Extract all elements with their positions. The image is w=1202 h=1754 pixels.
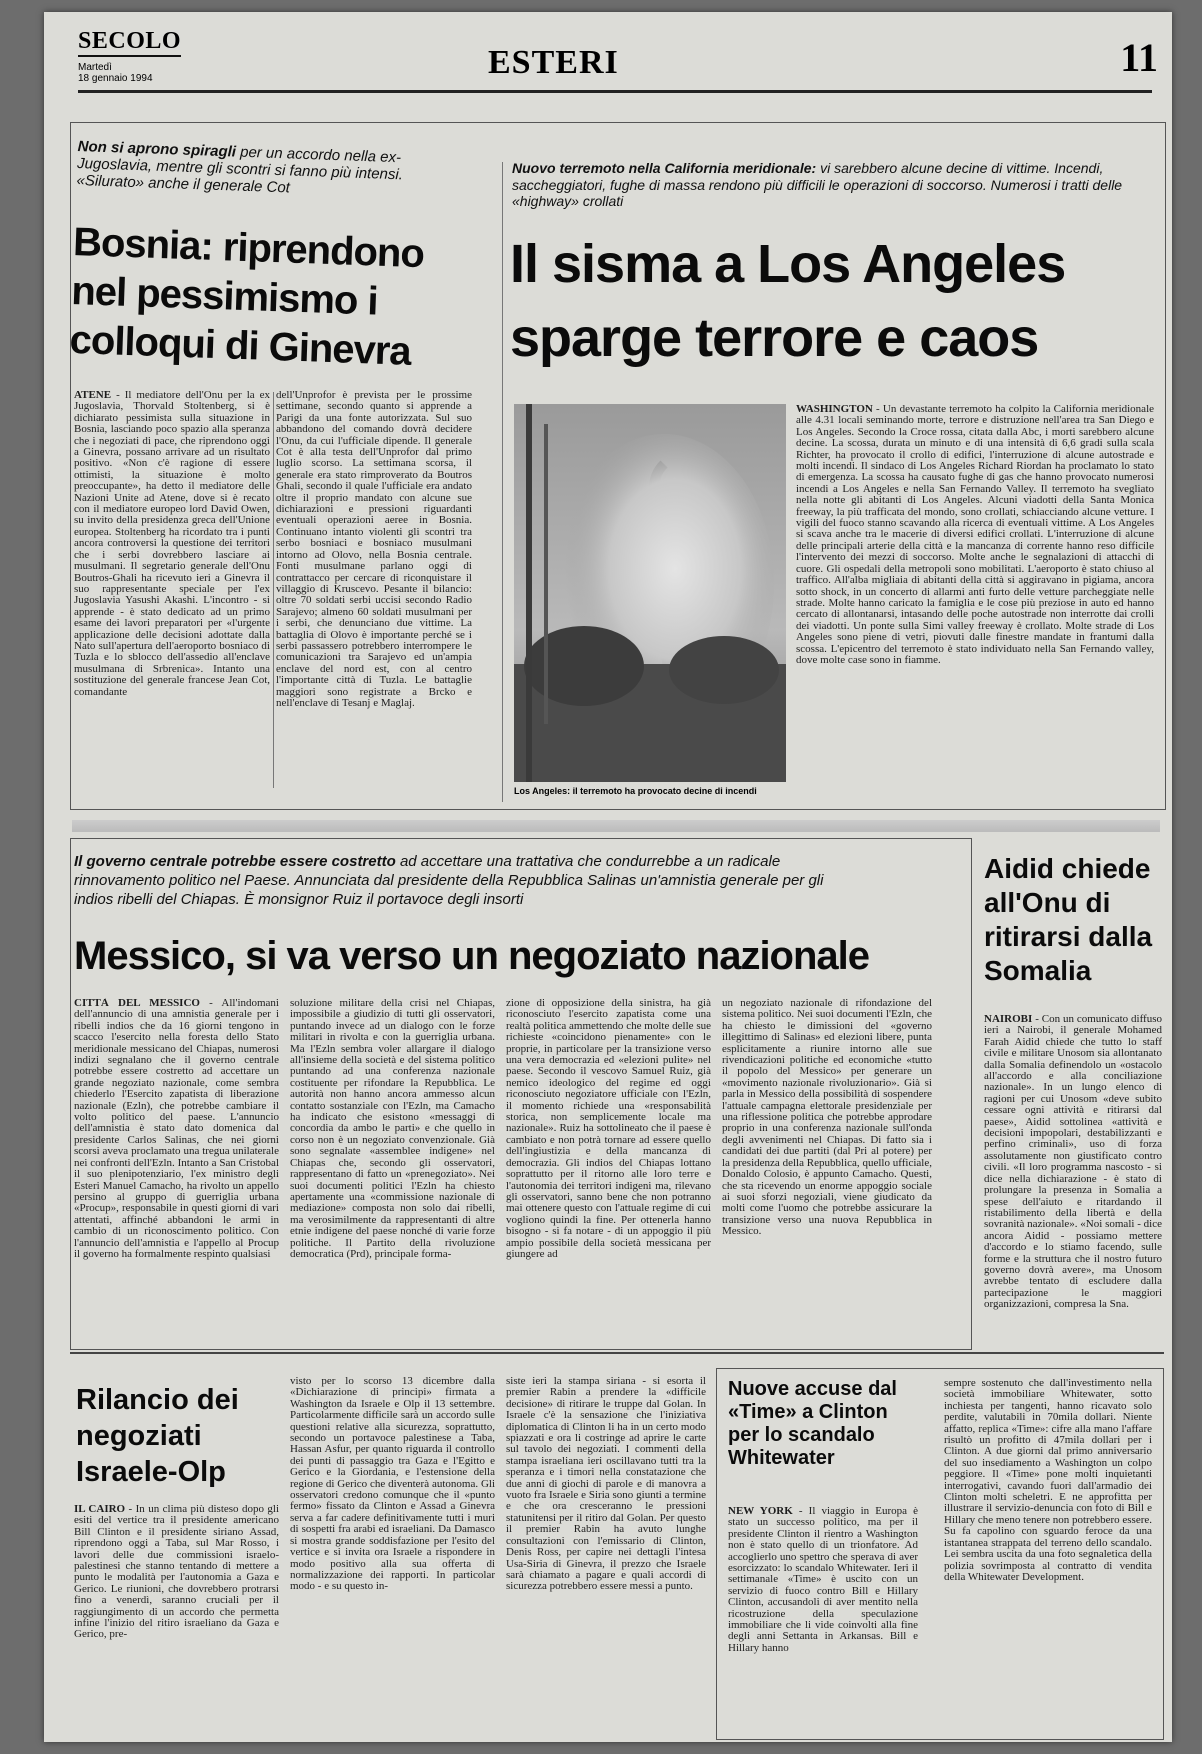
bottom-section-rule	[70, 1352, 1164, 1354]
israele-dateline: IL CAIRO	[74, 1504, 126, 1515]
bosnia-column-divider	[273, 392, 274, 788]
messico-dateline: CITTÀ DEL MESSICO	[74, 998, 200, 1009]
israele-column-1	[74, 1504, 279, 1736]
separator-band	[72, 820, 1160, 832]
messico-text-4: un negoziato nazionale di rifondazione del sistema politico. Nei suoi documenti l'Ezln, che ha chiesto le dimissioni del «governo illegittimo di Salinas» ed elezioni libere, punta esplicitamente a riunire intorno alle sue rivendicazioni politiche ed economiche «tutto il popolo del Messico» per generare un «movimento nazionale rivoluzionario». Già si parla in Messico della possibilità di sospendere l'attuale campagna elettorale presidenziale per una riflessione politica che potrebbe approdare proprio in una conferenza nazionale sull'onda degli avvenimenti nel Chiapas. Di fatto sia i candidati dei due partiti (dal Pri al potere) per la presidenza della Repubblica, quello ufficiale, Donaldo Colosio, è appunto Camacho. Questi, che sta ricevendo un enorme appoggio sociale ai suoi sforzi negoziali, viene giudicato da molti come l'uomo che potrebbe assicurare la transizione verso una nuova Repubblica in Messico.	[722, 998, 932, 1238]
photo-caption: Los Angeles: il terremoto ha provocato decine di incendi	[514, 786, 757, 796]
clinton-text-1: - Il viaggio in Europa è stato un successo politico, ma per il presidente Clinton il rientro a Washington non è stato quello di un trionfatore. Ad accoglierlo uno spettro che sperava di aver esorcizzato: lo scandalo Whitewater. Ieri il settimanale «Time» è uscito con un servizio di fuoco contro Bill e Hillary Clinton, accusandoli di aver mentito nella ricostruzione della speculazione immobiliare che li vide coinvolti alla fine degli anni Settanta in Arkansas. Bill e Hillary hanno	[728, 1506, 918, 1654]
masthead	[78, 26, 1158, 88]
israele-text-3: siste ieri la stampa siriana - si esorta il premier Rabin a prendere la «difficile decisione» di ritirare le truppe dal Golan. In Israele c'è la sensazione che l'iniziativa diplomatica di Clinton li ha in un certo modo spiazzati e ora li costringe ad aprire le carte sul tavolo dei negoziati. I commenti della stampa israeliana ieri oscillavano tutti tra la speranza e i timori nella constatazione che due anni di giochi di parole e di manovra a vuoto fra Israele e Siria sono giunti a termine e che ora cresceranno le pressioni statunitensi per il ritiro dal Golan. Per questo il premier Rabin ha avuto lunghe consultazioni con l'emissario di Clinton, Denis Ross, per capire nei dettagli l'intesa Usa-Siria di Ginevra, il prezzo che Israele sarà chiamato a pagare e quali accordi di sicurezza potrebbero essere messi a punto.	[506, 1376, 706, 1593]
la-dateline: WASHINGTON	[796, 404, 873, 415]
masthead-rule	[78, 90, 1152, 93]
aidid-headline: Aidid chiede all'Onu di ritirarsi dalla Somalia	[984, 853, 1153, 986]
messico-column-3	[506, 998, 711, 1338]
clinton-dateline: NEW YORK	[728, 1506, 793, 1517]
la-text: - Un devastante terremoto ha colpito la California meridionale alle 4.31 locali seminando morte, terrore e distruzione nell'area tra San Diego e Los Angeles. Secondo la Croce rossa, citata dalla Abc, i morti sarebbero alcune decine. La scossa, durata un minuto e di una intensità di 6,6 gradi sulla scala Richter, ha provocato il crollo di edifici, l'interruzione di alcune autostrade e molti incendi. Il sindaco di Los Angeles Richard Riordan ha proclamato lo stato di emergenza. La scossa ha causato fughe di gas che hanno provocato numerosi incendi a Los Angeles e nella San Fernando Valley. Il terremoto ha svegliato nella notte gli abitanti di Los Angeles. Alcuni viadotti della Santa Monica freeway, la più trafficata del mondo, sono crollati, schiacciando alcune vetture. I vigili del fuoco stanno scavando alla ricerca di eventuali vittime. A Los Angeles si scava anche tra le macerie di diversi edifici crollati. L'interruzione di alcune delle principali arterie della città e la mancanza di corrente hanno reso difficile l'intervento dei mezzi di soccorso. Molte anche le segnalazioni di attacchi di cuore. Gli ospedali della metropoli sono mobilitati. L'aeroporto è stato chiuso al traffico. All'alba migliaia di abitanti della città si aggiravano in pigiama, ancora sotto shock, in un concerto di allarmi anti furto delle vetture parcheggiate nelle strade. Molte hanno caricato la famiglia e le cose più preziose in auto ed hanno cercato di allontanarsi, intasando delle poche autostrade non interrotte dai crolli dei viadotti. Un ponte sulla Simi valley freeway è crollato. Molte strade di Los Angeles sono piene di vetri, piovuti dalle finestre mandate in frantumi dalla scossa. L'epicentro del terremoto è stato individuato nella San Fernando valley, dove molte case sono in fiamme.	[796, 404, 1154, 666]
messico-text-2: soluzione militare della crisi nel Chiapas, impossibile a giudizio di tutti gli osservatori, puntando invece ad un dialogo con le forze militari in rivolta e con la guerriglia urbana. Ma l'Ezln sembra voler allargare il dialogo all'insieme della società e del sistema politico puntando ad una conferenza nazionale costituente per rifondare la Repubblica. Le autorità non hanno ancora ammesso alcun contatto sostanziale con l'Ezln, ma Camacho ha indicato che esistono «messaggi di concordia da ambo le parti» e che quello in corso non è un negoziato convenzionale. Già sono segnalate «assemblee indigene» nel Chiapas che, secondo gli osservatori, rappresentano di fatto un «prenegoziato». Nei suoi documenti politici l'Ezln ha chiesto apertamente una «commissione nazionale di mediazione» composta non solo dai ribelli, ma verosimilmente da rappresentanti di altre etnie indigene del paese nonché di varie forze politiche. Il Partito della rivoluzione democratica (Prd), principale forma-	[290, 998, 495, 1260]
la-kicker-rest: vi sarebbero alcune decine di vittime. Incendi, saccheggiatori, fughe di massa rendono più difficili le operazioni di soccorso. Numerosi i tratti delle «highway» crollati	[512, 160, 1123, 209]
top-section-divider	[502, 162, 503, 802]
clinton-column-2	[944, 1378, 1152, 1734]
clinton-column-1	[728, 1506, 918, 1734]
israele-column-3	[506, 1376, 706, 1736]
aidid-text: - Con un comunicato diffuso ieri a Nairobi, il generale Mohamed Farah Aidid chiede che tutto lo staff civile e militare Unosom sia allontanato dalla Somalia definendolo un «ostacolo all'accordo e alla conciliazione nazionale». In un lungo elenco di ragioni per cui Unosom «deve subito cessare ogni attività e ritirarsi dal paese», Aidid sottolinea «attività e decisioni impopolari, destabilizzanti e perfino criminali», uso di forza assolutamente non giustificato contro civili. «Il loro programma nascosto - si dice nella dichiarazione - è stato di prolungare la presenza in Somalia a spese dell'aiuto e ritardando il ristabilimento della libertà e della sovranità nazionale». «Noi somali - dice ancora Aidid - possiamo mettere d'accordo e lo stiamo facendo, sulle forme e la struttura che il nostro futuro governo dovrà avere», ma Unosom avrebbe tentato di escludere dalla partecipazione le maggiori organizzazioni, compresa la Sna.	[984, 1014, 1162, 1311]
newspaper-page	[44, 12, 1172, 1742]
la-headline-line-1: Il sisma a Los Angeles	[510, 234, 1066, 294]
bosnia-text-1: - Il mediatore dell'Onu per la ex Jugoslavia, Thorvald Stoltenberg, si è dichiarato pessimista sulla situazione in Bosnia, lasciando poco spazio alla speranza che i negoziati di pace, che riprendono oggi a Ginevra, possano arrivare ad un risultato positivo. «Non c'è ragione di essere ottimisti, la situazione è molto preoccupante», ha detto il mediatore delle Nazioni Unite ad Atene, dove si è recato con il mediatore europeo lord David Owen, su invito della presidenza greca dell'Unione europea. Stoltenberg ha ricordato tra i punti ancora controversi la questione dei territori che i serbi dovrebbero lasciare ai musulmani. Il segretario generale dell'Onu Boutros-Ghali ha ricevuto ieri a Ginevra il suo rappresentante speciale per l'ex Jugoslavia Yasushi Akashi. L'incontro - si apprende - è stato dedicato ad un primo esame dei lavori preparatori per «l'urgente applicazione delle decisioni adottate dalla Nato sull'apertura dell'aeroporto bosniaco di Tuzla e lo sblocco dell'assedio all'enclave musulmana di Srbrenica». Intanto una sostituzione del generale francese Jean Cot, comandante	[74, 390, 270, 698]
paper-logo: SECOLO	[78, 28, 181, 57]
messico-kicker	[74, 852, 854, 909]
messico-column-2	[290, 998, 495, 1338]
messico-kicker-bold: Il governo centrale potrebbe essere costretto	[74, 853, 396, 870]
bosnia-column-1	[74, 390, 270, 790]
israele-text-2: visto per lo scorso 13 dicembre dalla «Dichiarazione di principi» firmata a Washington da Israele e Olp il 13 settembre. Particolarmente difficile sarà un accordo sulle questioni relative alla sicurezza, soprattutto, secondo un portavoce palestinese a Taba, Hassan Asfur, per quanto riguarda il controllo dei punti di passaggio tra Gaza e l'Egitto e Gerico e la Giordania, e l'estensione della regione di Gerico che diventerà autonoma. Gli osservatori credono comunque che il «punto fermo» fissato da Clinton e Assad a Ginevra serva a far cadere definitivamente tutti i muri di sospetti fra arabi ed israeliani. Da Damasco si mostra grande soddisfazione per l'esito del vertice e si invita ora Israele a rispondere in modo positivo alla sua offerta di normalizzazione dei rapporti. In particolar modo - e su questo in-	[290, 1376, 495, 1593]
la-kicker-bold: Nuovo terremoto nella California meridionale:	[512, 160, 817, 176]
issue-day: Martedì	[78, 62, 112, 73]
bosnia-kicker-rest: per un accordo nella ex-Jugoslavia, mentre gli scontri si fanno più intensi. «Silurato» anche il generale Cot	[76, 143, 404, 197]
la-kicker	[512, 160, 1152, 210]
israele-text-1: - In un clima più disteso dopo gli esiti del vertice tra il presidente americano Bill Clinton e il presidente siriano Assad, riprendono oggi a Taba, sul Mar Rosso, i lavori delle due commissioni israelo-palestinesi che stanno tentando di mettere a punto le modalità per l'autonomia a Gaza e Gerico. Le riunioni, che dovrebbero protrarsi fino a venerdì, saranno cruciali per il raggiungimento di un accordo che permetta infine l'inizio del ritiro israeliano da Gaza e Gerico, pre-	[74, 1504, 279, 1641]
issue-date-text: 18 gennaio 1994	[78, 73, 153, 84]
clinton-headline: Nuove accuse dal «Time» a Clinton per lo scandalo Whitewater	[728, 1378, 897, 1469]
section-title: ESTERI	[488, 44, 619, 81]
issue-date	[78, 62, 153, 84]
messico-text-3: zione di opposizione della sinistra, ha già riconosciuto l'esercito zapatista come una realtà politica ammettendo che molte delle sue richieste «coincidono pienamente» con le proprie, in particolare per la transizione verso una vera democrazia ed «elezioni pulite» nel paese. Secondo il vescovo Samuel Ruiz, già nemico ideologico del regime ed oggi riconosciuto negoziatore ufficiale con l'Ezln, il momento richiede una «responsabilità storica, non semplicemente locale ma nazionale». Ruiz ha sottolineato che il paese è cambiato e non potrà tornare ad essere quello dell'ingiustizia e della mancanza di democrazia. Gli indios del Chiapas lottano soprattutto per il ritorno alle loro terre e l'autonomia dei territori indigeni ma, rilevano gli osservatori, sanno bene che non potranno mai ottenere questo con l'attuale regime di cui vogliono quindi la fine. Per ottenerla hanno bisogno - si fa notare - di un appoggio il più ampio possibile della società messicana per giungere ad	[506, 998, 711, 1260]
messico-kicker-rest: ad accettare una trattativa che condurrebbe a un radicale rinnovamento politico nel Paese. Annunciata dal presidente della Repubblica Salinas un'amnistia generale per gli indios ribelli del Chiapas. È monsignor Ruiz il portavoce degli insorti	[74, 853, 824, 908]
bosnia-text-2: dell'Unprofor è prevista per le prossime settimane, secondo quanto si apprende a Parigi da una fonte autorizzata. Sul suo abbandono del comando dovrà decidere l'Onu, da cui l'ufficiale dipende. Il generale Cot è alla testa dell'Unprofor dal primo luglio scorso. La settimana scorsa, il generale era stato rimproverato da Boutros Ghali, secondo il quale l'ufficiale era andato oltre il proprio mandato con alcune sue dichiarazioni e pressioni riguardanti eventuali operazioni aeree in Bosnia. Continuano intanto violenti gli scontri tra serbo bosniaci e bosniaco musulmani intorno ad Olovo, nella Bosnia centrale. Fonti musulmane parlano oggi di contrattacco per cercare di riconquistare il villaggio di Kruscevo. Pesante il bilancio: oltre 70 soldati serbi uccisi secondo Radio Sarajevo; almeno 60 soldati musulmani per i serbi, che denunciano due vittime. La battaglia di Olovo è importante perché se i serbi passassero potrebbero interrompere le comunicazioni tra Sarajevo ed un'ampia enclave del nord est, con al centro l'importante città di Tuzla. Le battaglie maggiori sono registrate a Brcko e nell'enclave di Tesanj e Maglaj.	[276, 390, 472, 709]
messico-column-1	[74, 998, 279, 1338]
page-number: 11	[1120, 35, 1158, 80]
aidid-dateline: NAIROBI	[984, 1014, 1033, 1025]
bosnia-column-2	[276, 390, 472, 790]
israele-column-2	[290, 1376, 495, 1736]
aidid-column	[984, 1014, 1162, 1344]
earthquake-photo	[514, 404, 786, 782]
clinton-text-2: sempre sostenuto che dall'investimento nella società immobiliare Whitewater, sotto inchiesta per tangenti, hanno ricavato solo perdite, valutabili in 70mila dollari. Niente affatto, replica «Time»: cifre alla mano l'affare risultò un profitto di 47mila dollari per i Clinton. A due giorni dal primo anniversario del suo insediamento a Washington un colpo peggiore. Il «Time» pone molti inquietanti interrogativi, cavando fuori dall'armadio dei Clinton molti scheletri. E ne approfitta per illustrare il servizio-denuncia con foto di Bill e Hillary che meno tenere non potrebbero essere. Su fa capolino con sguardo feroce da una istantanea strappata del terreno dello scandalo. Lei sembra uscita da una foto segnaletica della polizia sovrimposta al contratto di vendita della Whitewater Development.	[944, 1378, 1152, 1583]
la-headline-line-2: sparge terrore e caos	[510, 308, 1039, 368]
la-column	[796, 404, 1154, 802]
messico-headline: Messico, si va verso un negoziato nazionale	[74, 934, 870, 978]
bosnia-dateline: ATENE	[74, 390, 112, 401]
messico-text-1: - All'indomani dell'annuncio di una amnistia generale per i ribelli indios che da 16 giorni tengono in scacco l'esercito nella foresta dello Stato meridionale messicano del Chiapas, numerosi indizi segnalano che il governo centrale potrebbe essere costretto ad accettare un grande negoziato nazionale, come sembra chiederlo l'Esercito zapatista di liberazione nazionale (Ezln), che potrebbe cambiare il volto politico del paese. L'annuncio dell'amnistia è stato dato domenica dal presidente Carlos Salinas, che nei giorni scorsi aveva proclamato una tregua unilaterale nei confronti dell'Ezln. Intanto a San Cristobal il suo plenipotenziario, l'ex ministro degli Esteri Manuel Camacho, ha rivolto un appello persino al gruppo di guerriglia urbana «Procup», responsabile in questi giorni di vari attentati, affinché abbandoni le armi in cambio di un riconoscimento politico. Con l'annuncio dell'amnistia e l'appello al Procup il governo ha formalmente respinto qualsiasi	[74, 998, 279, 1260]
bosnia-kicker-bold: Non si aprono spiragli	[77, 138, 237, 161]
bosnia-headline: Bosnia: riprendono nel pessimismo i colloqui di Ginevra	[68, 219, 425, 374]
earthquake-photo-image	[514, 404, 786, 782]
messico-column-4	[722, 998, 932, 1338]
israele-headline: Rilancio dei negoziati Israele-Olp	[76, 1384, 239, 1488]
